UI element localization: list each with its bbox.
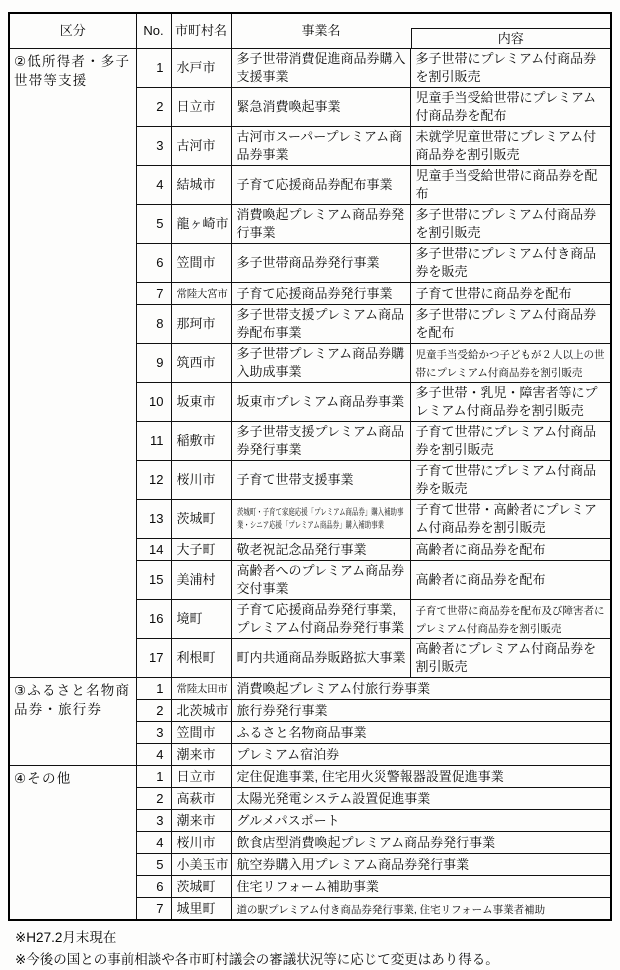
city-name — [171, 788, 231, 810]
project-detail-text: 多子世帯にプレミアム付商品券を割引販売 — [415, 207, 597, 240]
city-name-text: 稲敷市 — [176, 433, 216, 448]
project-name-text: 多子世帯消費促進商品券購入支援事業 — [236, 51, 406, 84]
city-name-text: 那珂市 — [176, 316, 216, 331]
project-name — [231, 832, 611, 854]
project-detail — [410, 166, 611, 205]
city-name — [171, 722, 231, 744]
row-number-text: 14 — [149, 541, 164, 557]
project-name — [231, 700, 611, 722]
city-name-text: 日立市 — [176, 99, 216, 114]
project-detail — [410, 539, 611, 561]
row-number — [136, 383, 171, 422]
city-name — [171, 166, 231, 205]
project-name — [231, 788, 611, 810]
row-number-text: 5 — [156, 856, 164, 872]
project-name — [231, 283, 410, 305]
city-name-text: 水戸市 — [176, 60, 216, 75]
city-name — [171, 422, 231, 461]
project-name-text: 多子世帯プレミアム商品券購入助成事業 — [236, 346, 405, 379]
row-number — [136, 898, 171, 921]
project-detail — [410, 461, 611, 500]
project-detail-text: 多子世帯・乳児・障害者等にプレミアム付商品券を割引販売 — [415, 385, 598, 418]
project-detail-text: 高齢者にプレミアム付商品券を割引販売 — [415, 641, 597, 674]
section-label — [9, 678, 136, 766]
project-name-text: プレミアム宿泊券 — [236, 746, 340, 762]
row-number-text: 1 — [156, 60, 164, 75]
row-number — [136, 876, 171, 898]
project-name-text: 住宅リフォーム補助事業 — [236, 878, 379, 894]
project-name-text: 道の駅プレミアム付き商品券発行事業, 住宅リフォーム事業者補助 — [236, 903, 546, 916]
row-number-text: 4 — [156, 834, 164, 850]
project-name-text: 町内共通商品券販路拡大事業 — [236, 650, 406, 665]
row-number-text: 4 — [156, 746, 164, 762]
row-number-text: 7 — [156, 285, 164, 301]
project-detail — [410, 639, 611, 678]
project-name-text: 子育て世帯支援事業 — [236, 472, 354, 487]
row-number — [136, 461, 171, 500]
table-row — [9, 49, 611, 88]
project-detail — [410, 244, 611, 283]
project-detail-text: 児童手当受給かつ子どもが２人以上の世帯にプレミアム付商品券を割引販売 — [415, 349, 605, 379]
row-number-text: 12 — [149, 472, 164, 487]
city-name-text: 常陸太田市 — [176, 683, 228, 695]
project-detail — [410, 600, 611, 639]
row-number-text: 8 — [156, 316, 164, 331]
project-name — [231, 639, 410, 678]
row-number-text: 2 — [156, 790, 164, 806]
project-detail — [410, 383, 611, 422]
city-name-text: 桜川市 — [176, 834, 216, 850]
city-name-text: 北茨城市 — [176, 702, 229, 718]
project-name-text: 飲食店型消費喚起プレミアム商品券発行事業 — [236, 834, 496, 850]
row-number-text: 9 — [156, 355, 164, 370]
project-detail-text: 子育て世帯に商品券を配布及び障害者にプレミアム付商品券を割引販売 — [415, 605, 605, 635]
section-label — [9, 49, 136, 678]
project-detail-text: 子育て世帯に商品券を配布 — [415, 285, 572, 301]
city-name — [171, 678, 231, 700]
city-name-text: 笠間市 — [176, 255, 216, 270]
row-number — [136, 810, 171, 832]
city-name-text: 龍ヶ崎市 — [176, 216, 229, 231]
project-name — [231, 810, 611, 832]
project-detail — [410, 283, 611, 305]
header-detail-label: 内容 — [497, 30, 524, 46]
project-name-text: 消費喚起プレミアム商品券発行事業 — [236, 207, 405, 240]
city-name-text: 大子町 — [176, 541, 216, 557]
footnote-date: ※H27.2月末現在 — [15, 930, 117, 945]
project-name — [231, 127, 410, 166]
city-name — [171, 744, 231, 766]
city-name-text: 城里町 — [176, 900, 216, 916]
project-name-text: 坂東市プレミアム商品券事業 — [236, 394, 405, 409]
row-number — [136, 832, 171, 854]
project-detail-text: 多子世帯にプレミアム付商品券を配布 — [415, 307, 597, 340]
project-name — [231, 305, 410, 344]
row-number — [136, 678, 171, 700]
row-number-text: 6 — [156, 255, 164, 270]
row-number — [136, 722, 171, 744]
header-row — [9, 13, 611, 49]
project-detail — [410, 561, 611, 600]
city-name — [171, 898, 231, 921]
row-number-text: 11 — [150, 433, 164, 448]
row-number-text: 4 — [156, 177, 164, 192]
project-name-text: 古河市スーパープレミアム商品券事業 — [236, 129, 403, 162]
city-name — [171, 344, 231, 383]
project-name — [231, 600, 410, 639]
city-name — [171, 88, 231, 127]
project-detail — [410, 422, 611, 461]
city-name — [171, 639, 231, 678]
project-name-text: 定住促進事業, 住宅用火災警報器設置促進事業 — [236, 768, 504, 784]
footnotes — [15, 928, 612, 970]
city-name-text: 坂東市 — [176, 394, 216, 409]
footnote-disclaimer: ※今後の国との事前相談や各市町村議会の審議状況等に応じて変更はあり得る。 — [15, 952, 499, 967]
row-number-text: 1 — [156, 768, 164, 784]
project-detail-text: 多子世帯にプレミアム付商品券を割引販売 — [415, 51, 597, 84]
project-detail-text: 高齢者に商品券を配布 — [415, 541, 546, 557]
project-name — [231, 854, 611, 876]
project-name-text: 子育て応援商品券発行事業, プレミアム付商品券発行事業 — [236, 602, 405, 635]
project-name — [231, 766, 611, 788]
city-name — [171, 244, 231, 283]
section-label — [9, 766, 136, 921]
row-number — [136, 766, 171, 788]
project-name-text: 航空券購入用プレミアム商品券発行事業 — [236, 856, 470, 872]
city-name — [171, 539, 231, 561]
city-name — [171, 766, 231, 788]
city-name — [171, 561, 231, 600]
row-number — [136, 205, 171, 244]
city-name-text: 常陸大宮市 — [176, 288, 228, 300]
header-city: 市町村名 — [171, 13, 231, 49]
row-number-text: 16 — [149, 611, 164, 626]
project-name — [231, 422, 410, 461]
project-detail-text: 子育て世帯・高齢者にプレミアム付商品券を割引販売 — [415, 502, 597, 535]
city-name-text: 古河市 — [176, 138, 216, 153]
project-detail-text: 子育て世帯にプレミアム付商品券を割引販売 — [415, 424, 597, 457]
row-number — [136, 561, 171, 600]
section-label-text: ②低所得者・多子世帯等支援 — [14, 54, 131, 88]
city-name — [171, 832, 231, 854]
project-name-text: 緊急消費喚起事業 — [236, 99, 341, 114]
row-number-text: 5 — [156, 216, 164, 231]
project-name — [231, 88, 410, 127]
project-name — [231, 461, 410, 500]
row-number-text: 13 — [149, 511, 164, 526]
row-number-text: 2 — [156, 99, 164, 114]
row-number-text: 7 — [156, 900, 164, 916]
row-number — [136, 88, 171, 127]
city-name — [171, 305, 231, 344]
section-label-text: ③ふるさと名物商品券・旅行券 — [14, 683, 131, 717]
city-name-text: 結城市 — [176, 177, 216, 192]
city-name-text: 小美玉市 — [176, 856, 229, 872]
row-number — [136, 788, 171, 810]
projects-table — [8, 12, 612, 921]
city-name — [171, 461, 231, 500]
city-name — [171, 600, 231, 639]
project-name-text: 旅行券発行事業 — [236, 702, 328, 718]
city-name — [171, 854, 231, 876]
row-number — [136, 600, 171, 639]
row-number-text: 17 — [149, 650, 164, 665]
table-row — [9, 766, 611, 788]
row-number — [136, 700, 171, 722]
project-name — [231, 539, 410, 561]
project-name-text: 高齢者へのプレミアム商品券交付事業 — [236, 563, 405, 596]
project-name-text: 子育て応援商品券配布事業 — [236, 177, 393, 192]
project-name-text: ふるさと名物商品事業 — [236, 724, 367, 740]
project-detail — [410, 500, 611, 539]
row-number-text: 3 — [156, 724, 164, 740]
project-name — [231, 205, 410, 244]
project-detail — [410, 49, 611, 88]
project-name — [231, 722, 611, 744]
project-name — [231, 876, 611, 898]
project-name — [231, 678, 611, 700]
city-name — [171, 383, 231, 422]
project-name — [231, 898, 611, 921]
city-name-text: 高萩市 — [176, 790, 216, 806]
project-name-text: 茨城町・子育て家庭応援「プレミアム商品券」購入補助事業・シニア応援「プレミアム商品券」購入補助事業 — [236, 506, 403, 530]
project-name-text: 太陽光発電システム設置促進事業 — [236, 790, 431, 806]
project-detail-text: 児童手当受給世帯にプレミアム付商品券を配布 — [415, 90, 597, 123]
city-name — [171, 205, 231, 244]
city-name — [171, 500, 231, 539]
project-name — [231, 744, 611, 766]
row-number-text: 3 — [156, 812, 164, 828]
row-number — [136, 344, 171, 383]
city-name-text: 日立市 — [176, 768, 216, 784]
project-name — [231, 166, 410, 205]
city-name — [171, 700, 231, 722]
project-name — [231, 500, 410, 539]
row-number — [136, 539, 171, 561]
project-name-text: 多子世帯支援プレミアム商品券配布事業 — [236, 307, 405, 340]
project-name-text: 多子世帯支援プレミアム商品券発行事業 — [236, 424, 405, 457]
row-number-text: 6 — [156, 878, 164, 894]
row-number-text: 2 — [156, 702, 164, 718]
project-detail — [410, 344, 611, 383]
header-no: No. — [136, 13, 171, 49]
city-name-text: 笠間市 — [176, 724, 216, 740]
header-project — [231, 13, 611, 49]
project-name — [231, 561, 410, 600]
row-number — [136, 500, 171, 539]
row-number — [136, 744, 171, 766]
header-category: 区分 — [9, 13, 136, 49]
header-detail — [411, 28, 611, 48]
row-number — [136, 422, 171, 461]
project-detail — [410, 305, 611, 344]
section-label-text: ④その他 — [14, 771, 72, 786]
project-detail — [410, 205, 611, 244]
row-number-text: 1 — [156, 680, 164, 696]
row-number — [136, 166, 171, 205]
row-number — [136, 127, 171, 166]
row-number — [136, 305, 171, 344]
table-row — [9, 678, 611, 700]
project-detail-text: 子育て世帯にプレミアム付商品券を販売 — [415, 463, 597, 496]
project-detail — [410, 88, 611, 127]
project-detail-text: 児童手当受給世帯に商品券を配布 — [415, 168, 598, 201]
project-detail-text: 多子世帯にプレミアム付き商品券を販売 — [415, 246, 597, 279]
city-name-text: 利根町 — [176, 650, 216, 665]
city-name — [171, 876, 231, 898]
project-detail — [410, 127, 611, 166]
row-number — [136, 854, 171, 876]
row-number-text: 15 — [149, 572, 164, 587]
city-name-text: 美浦村 — [176, 572, 216, 587]
city-name — [171, 49, 231, 88]
row-number — [136, 639, 171, 678]
project-detail-text: 高齢者に商品券を配布 — [415, 572, 546, 587]
city-name — [171, 283, 231, 305]
project-name-text: 多子世帯商品券発行事業 — [236, 255, 380, 270]
row-number — [136, 244, 171, 283]
project-name — [231, 383, 410, 422]
city-name — [171, 810, 231, 832]
project-name-text: 子育て応援商品券発行事業 — [236, 285, 393, 301]
city-name-text: 潮来市 — [176, 812, 216, 828]
row-number — [136, 283, 171, 305]
project-name — [231, 49, 410, 88]
city-name-text: 桜川市 — [176, 472, 216, 487]
project-name — [231, 244, 410, 283]
project-name-text: 消費喚起プレミアム付旅行券事業 — [236, 680, 431, 696]
city-name — [171, 127, 231, 166]
project-name-text: グルメパスポート — [236, 812, 340, 828]
header-project-label: 事業名 — [301, 23, 341, 38]
row-number — [136, 49, 171, 88]
project-detail-text: 未就学児童世帯にプレミアム付商品券を割引販売 — [415, 129, 597, 162]
city-name-text: 茨城町 — [176, 878, 216, 894]
project-name-text: 敬老祝記念品発行事業 — [236, 541, 367, 557]
project-name — [231, 344, 410, 383]
row-number-text: 10 — [149, 394, 164, 409]
city-name-text: 境町 — [176, 611, 203, 626]
row-number-text: 3 — [156, 138, 164, 153]
city-name-text: 筑西市 — [176, 355, 216, 370]
city-name-text: 茨城町 — [176, 511, 216, 526]
city-name-text: 潮来市 — [176, 746, 216, 762]
